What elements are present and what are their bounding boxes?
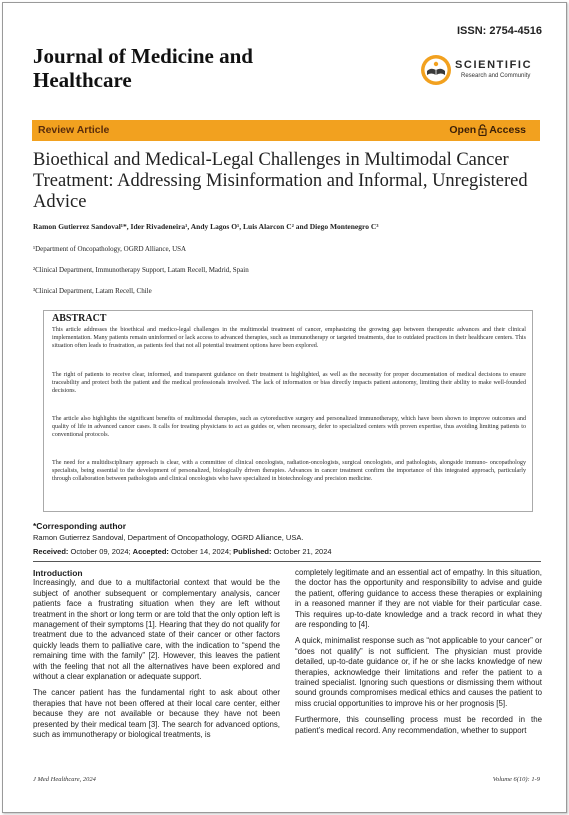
received-label: Received: <box>33 547 69 556</box>
issn: ISSN: 2754-4516 <box>457 25 542 37</box>
affiliation-1: ¹Department of Oncopathology, OGRD Alliance, USA <box>33 245 187 253</box>
book-emblem-icon <box>419 53 453 87</box>
section-heading: Introduction <box>33 568 83 578</box>
body-column-right <box>295 568 542 742</box>
accepted-label: Accepted: <box>132 547 169 556</box>
divider <box>33 561 541 562</box>
body-paragraph: Increasingly, and due to a multifactorial context that would be the subject of another subsequent or complementary analysis, cancer patients face a frustrating situation when they are left without treatment in the short or long term or are told that the only option left is management of their symptoms [1]. Hearing that they do not qualify for treatment due to the advanced state of their cancer or other factors quickly leads them to palliative care, with the indication to “spend the remaining time with the family” [2]. However, this leaves the patient with the feeling that not all the alternatives have been explored and without a clear explanation or adequate support. <box>33 578 280 682</box>
accepted-date: October 14, 2024; <box>171 547 232 556</box>
access-label: Access <box>489 124 526 136</box>
publisher-logo <box>419 53 543 89</box>
body-paragraph: The cancer patient has the fundamental right to ask about other therapies that have not been offered at their local care center, either because they are not available or because they have not been presented by their medical team [3]. The search for advanced options, such as immunotherapy or biological treatments, is <box>33 688 280 740</box>
body-paragraph: completely legitimate and an essential act of empathy. In this situation, the doctor has the opportunity and responsibility to advise and guide the patient, offering guidance to access these therapies or explaining in a reasoned manner if they are not viable for their particular case. This requires up-to-date knowledge and a track record in what they are responding to [4]. <box>295 568 542 630</box>
journal-title-line-1: Journal of Medicine and <box>33 44 253 68</box>
footer-journal: J Med Healthcare, 2024 <box>33 776 96 783</box>
logo-tagline: Research and Community <box>461 73 531 79</box>
abstract-paragraph: The need for a multidisciplinary approach is clear, with a committee of clinical oncologists, radiation-oncologists, surgical oncologists, and pathologists, alongside immuno- oncopathology specialists, being essential to the development of personalized, biologically driven therapies. Advances in cancer treatment confirm the importance of this integrated approach, particularly through collaboration between pathologists and clinical oncologists who have specialized in biotechnology and precision medicine. <box>52 460 526 483</box>
journal-title-line-2: Healthcare <box>33 68 132 92</box>
paper-page <box>2 2 567 813</box>
body-paragraph: A quick, minimalist response such as “not applicable to your cancer” or “does not qualify” is not sufficient. The physician must provide detailed, up-to-date guidance or, if he or she lacks knowledge of new therapies, acknowledge their limitations and refer the patient to a trained specialist. Ignoring such questions or dismissing them without sound grounds compromises medical ethics and causes the patient to miss crucial opportunities to improve his or her prognosis [5]. <box>295 636 542 708</box>
open-access-badge <box>449 124 526 136</box>
article-type: Review Article <box>38 124 110 136</box>
affiliation-2: ²Clinical Department, Immunotherapy Support, Latam Recell, Madrid, Spain <box>33 266 249 274</box>
published-date: October 21, 2024 <box>273 547 332 556</box>
footer-volume: Volume 6(10): 1-9 <box>492 776 540 783</box>
abstract-box <box>43 310 533 512</box>
author-list: Ramon Gutierrez Sandoval¹*, Ider Rivadeneira¹, Andy Lagos O¹, Luis Alarcon C² and Diego Montenegro C³ <box>33 222 379 231</box>
affiliation-3: ³Clinical Department, Latam Recell, Chile <box>33 287 152 295</box>
open-access-label: Open <box>449 124 477 136</box>
corresponding-heading: *Corresponding author <box>33 521 127 531</box>
body-paragraph: Furthermore, this counselling process must be recorded in the patient’s medical record. Any recommendation, whether to support <box>295 715 542 735</box>
corresponding-text: Ramon Gutierrez Sandoval, Department of Oncopathology, OGRD Alliance, USA. <box>33 533 304 542</box>
received-date: October 09, 2024; <box>70 547 131 556</box>
body-column-left <box>33 568 280 747</box>
article-type-band <box>32 120 540 141</box>
abstract-paragraph: The right of patients to receive clear, informed, and transparent guidance on their treatment is highlighted, as well as the necessity for proper documentation of medical decisions to ensure traceability and protect both the patient and the medical professionals involved. The lack of information or bias directly impacts patient autonomy, limiting their ability to make well-founded decisions. <box>52 372 526 395</box>
journal-title <box>33 44 253 92</box>
published-label: Published: <box>233 547 272 556</box>
open-lock-icon <box>478 124 487 136</box>
abstract-paragraph: This article addresses the bioethical and medico-legal challenges in the multimodal treatment of cancer, emphasizing the growing gap between therapeutic advances and their clinical implementation. Many patients remain uninformed or lack access to advanced therapies, such as immunotherapy or targeted treatments, due to outdated practices in their healthcare centers. This situation often leads to frustration, as patients feel that not all potential treatment options have been explored. <box>52 327 526 350</box>
logo-brand: SCIENTIFIC <box>455 59 533 71</box>
abstract-heading: ABSTRACT <box>52 313 107 324</box>
article-dates <box>33 547 332 556</box>
abstract-paragraph: The article also highlights the significant benefits of multimodal therapies, such as cytoreductive surgery and personalized immunotherapy, which have been shown to improve outcomes and quality of life in advanced cancer cases. It calls for treating physicians to act as guides or, when necessary, defer to specialized centers with proven expertise, thus avoiding limiting patients to conventional protocols. <box>52 416 526 439</box>
article-title: Bioethical and Medical-Legal Challenges in Multimodal Cancer Treatment: Addressing Misinformation and Informal, Unregistered Advice <box>33 150 528 212</box>
